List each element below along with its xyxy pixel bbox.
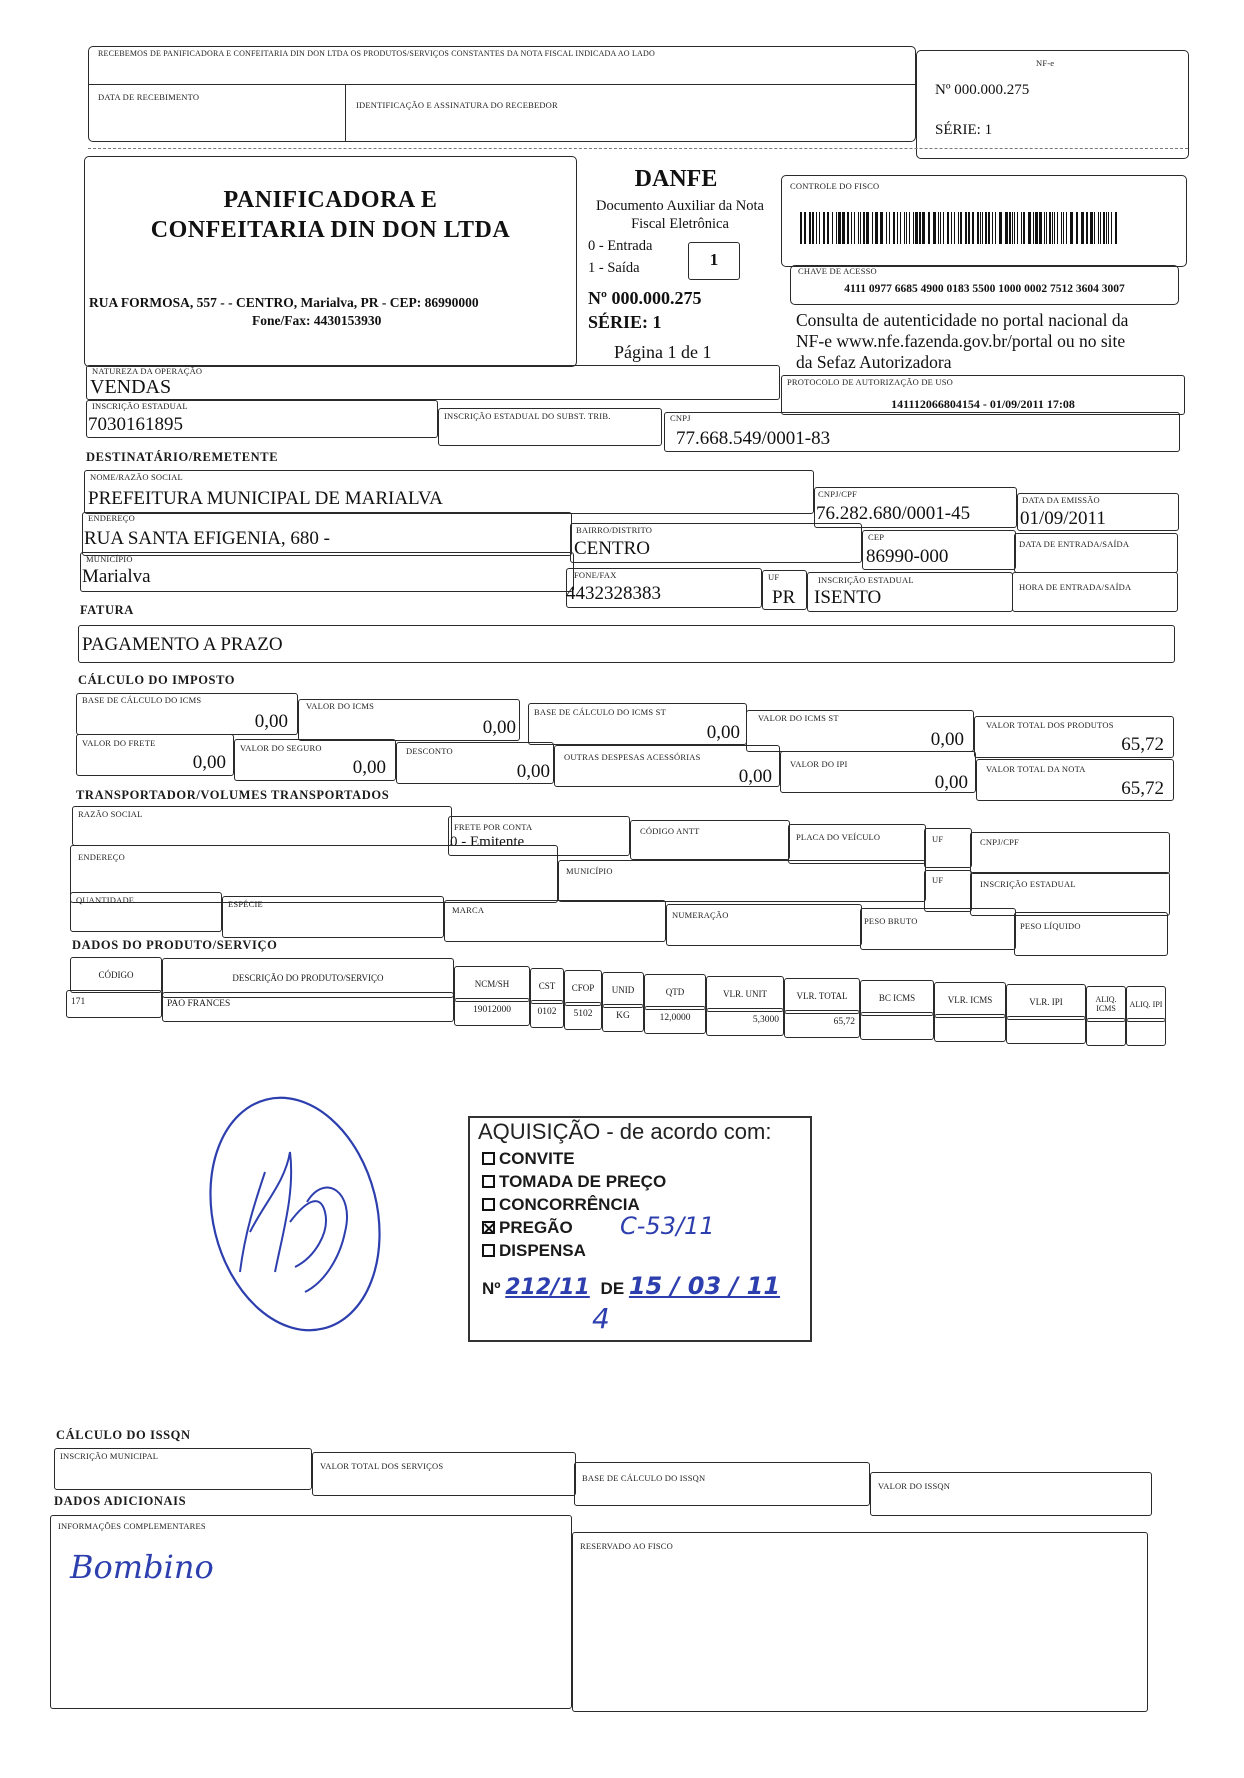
emitente-phone: Fone/Fax: 4430153930 (252, 313, 382, 328)
stamp-numero-line (482, 1272, 780, 1300)
tomada-label: TOMADA DE PREÇO (499, 1172, 667, 1191)
issqn-base-label: BASE DE CÁLCULO DO ISSQN (582, 1473, 706, 1483)
issqn-valor-label: VALOR DO ISSQN (878, 1481, 951, 1491)
produtos-header-aliq-icms: ALIQ. ICMS (1086, 986, 1126, 1022)
barcode-bar (816, 212, 817, 244)
transp-quantidade-label: QUANTIDADE (76, 895, 135, 905)
transp-municipio-label: MUNICÍPIO (566, 866, 613, 876)
produtos-cell-qtd: 12,0000 (644, 1006, 706, 1034)
barcode-bar (847, 212, 849, 244)
concorrencia-label: CONCORRÊNCIA (499, 1195, 640, 1214)
dest-emissao-label: DATA DA EMISSÃO (1022, 495, 1100, 505)
chave-acesso-label: CHAVE DE ACESSO (798, 266, 877, 276)
barcode-bar (827, 212, 829, 244)
protocolo-label: PROTOCOLO DE AUTORIZAÇÃO DE USO (787, 377, 953, 387)
barcode-bar (1098, 212, 1099, 244)
reservado-fisco-label: RESERVADO AO FISCO (580, 1541, 673, 1551)
barcode-bar (1106, 212, 1107, 244)
barcode-bar (977, 212, 979, 244)
stamp-numero-value: 212/11 (505, 1275, 590, 1300)
natureza-value: VENDAS (90, 376, 172, 398)
barcode-bar (800, 212, 802, 244)
consulta-line-1: Consulta de autenticidade no portal nacional da (796, 310, 1129, 330)
transp-peso-liquido-label: PESO LÍQUIDO (1020, 921, 1081, 931)
produtos-header-codigo: CÓDIGO (70, 957, 162, 993)
transp-uf-label: UF (932, 834, 944, 844)
issqn-title: CÁLCULO DO ISSQN (56, 1428, 191, 1442)
dispensa-checkbox (482, 1244, 495, 1257)
produtos-header-cfop: CFOP (564, 970, 602, 1006)
barcode-bar (1046, 212, 1047, 244)
barcode-bar (1039, 212, 1042, 244)
chave-acesso-value: 4111 0977 6685 4900 0183 5500 1000 0002 7512 3604 3007 (844, 283, 1125, 295)
barcode-bar (866, 212, 869, 244)
barcode-bar (809, 212, 811, 244)
barcode-bar (1115, 212, 1117, 244)
issqn-inscricao-label: INSCRIÇÃO MUNICIPAL (60, 1451, 159, 1461)
barcode-bar (915, 212, 918, 244)
barcode-bar (938, 212, 939, 244)
barcode-bar (1111, 212, 1112, 244)
dest-entrada-saida-label: DATA DE ENTRADA/SAÍDA (1019, 539, 1130, 549)
transp-peso-bruto-box (860, 908, 1016, 950)
convite-checkbox (482, 1152, 495, 1165)
barcode-bar (863, 212, 865, 244)
handwritten-signature (195, 1082, 395, 1347)
dest-cnpj-value: 76.282.680/0001-45 (816, 503, 971, 524)
reservado-fisco-box (572, 1532, 1148, 1712)
cut-line (88, 148, 1188, 149)
outras-label: OUTRAS DESPESAS ACESSÓRIAS (564, 752, 701, 762)
produtos-cell-vlr-ipi (1006, 1016, 1086, 1044)
transp-placa-box (788, 824, 926, 864)
barcode-bar (904, 212, 905, 244)
inscricao-label: INSCRIÇÃO ESTADUAL (92, 401, 188, 411)
danfe-entrada: 0 - Entrada (588, 238, 653, 254)
canhoto-recebemos-text: RECEBEMOS DE PANIFICADORA E CONFEITARIA DIN DON LTDA OS PRODUTOS/SERVIÇOS CONSTANTES DA NOTA FISCAL INDICADA AO LADO (98, 49, 655, 58)
dest-ie-label: INSCRIÇÃO ESTADUAL (818, 575, 914, 585)
canhoto-divider (89, 84, 915, 85)
barcode-bar (842, 212, 845, 244)
consulta-line-2: NF-e www.nfe.fazenda.gov.br/portal ou no site (796, 331, 1126, 351)
issqn-base-box (574, 1462, 870, 1506)
barcode-bar (1009, 212, 1011, 244)
issqn-servicos-box (312, 1452, 576, 1496)
barcode-bar (1035, 212, 1038, 244)
barcode-bar (900, 212, 901, 244)
destinatario-title: DESTINATÁRIO/REMETENTE (86, 450, 279, 464)
barcode-bar (886, 212, 887, 244)
barcode-bar (1054, 212, 1055, 244)
dest-bairro-value: CENTRO (574, 538, 650, 559)
barcode-bar (988, 212, 990, 244)
barcode-bar (972, 212, 974, 244)
dest-uf-value: PR (772, 587, 796, 608)
danfe-saida: 1 - Saída (588, 260, 640, 276)
barcode-bar (823, 212, 825, 244)
barcode-bar (940, 212, 941, 244)
stamp-de-label: DE (600, 1279, 625, 1298)
barcode-bar (1057, 212, 1058, 244)
barcode-bar (1086, 212, 1088, 244)
stamp-option-tomada (482, 1172, 666, 1192)
barcode-bar (980, 212, 981, 244)
barcode-bar (1017, 212, 1018, 244)
danfe-subtitle-1: Documento Auxiliar da Nota (596, 198, 764, 214)
produtos-cell-ncm: 19012000 (454, 998, 530, 1026)
barcode-bar (1090, 212, 1093, 244)
protocolo-value: 141112066804154 - 01/09/2011 17:08 (891, 397, 1075, 411)
base-st-value: 0,00 (706, 722, 740, 743)
info-complementar-box (50, 1515, 572, 1709)
ipi-value: 0,00 (934, 772, 968, 793)
cnpj-emitente-label: CNPJ (670, 413, 691, 423)
produtos-cell-codigo: 171 (66, 990, 162, 1018)
barcode-bar (1052, 212, 1053, 244)
total-nota-value: 65,72 (1121, 778, 1164, 799)
issqn-servicos-label: VALOR TOTAL DOS SERVIÇOS (320, 1461, 444, 1471)
barcode-bar (1061, 212, 1062, 244)
danfe-subtitle-2: Fiscal Eletrônica (631, 216, 729, 232)
produtos-header-vlr-unit: VLR. UNIT (706, 976, 784, 1012)
concorrencia-checkbox (482, 1198, 495, 1211)
dest-cep-label: CEP (868, 532, 885, 542)
dest-nome-label: NOME/RAZÃO SOCIAL (90, 472, 183, 482)
produtos-cell-cst: 0102 (530, 1000, 564, 1028)
info-complementar-label: INFORMAÇÕES COMPLEMENTARES (58, 1521, 206, 1531)
produtos-cell-vlr-icms (934, 1014, 1006, 1042)
dest-ie-value: ISENTO (814, 587, 882, 608)
barcode-bar (1070, 212, 1073, 244)
produtos-cell-bc-icms (860, 1012, 934, 1040)
barcode-bar (1021, 212, 1022, 244)
barcode-bar (836, 212, 837, 244)
barcode-bar (875, 212, 878, 244)
ipi-label: VALOR DO IPI (790, 759, 848, 769)
total-produtos-value: 65,72 (1121, 734, 1164, 755)
produtos-header-qtd: QTD (644, 974, 706, 1010)
dest-endereco-label: ENDEREÇO (88, 513, 135, 523)
produtos-cell-descricao: PAO FRANCES (162, 992, 454, 1022)
barcode-bar (1094, 212, 1095, 244)
produtos-header-bc-icms: BC ICMS (860, 980, 934, 1016)
base-st-label: BASE DE CÁLCULO DO ICMS ST (534, 707, 667, 717)
barcode-bar (819, 212, 820, 244)
produtos-title: DADOS DO PRODUTO/SERVIÇO (72, 938, 278, 952)
transp-especie-label: ESPÉCIE (228, 899, 263, 909)
valor-st-label: VALOR DO ICMS ST (758, 713, 839, 723)
barcode-bar (897, 212, 898, 244)
barcode-bar (1014, 212, 1015, 244)
danfe-pagina: Página 1 de 1 (614, 342, 712, 362)
produtos-cell-vlr-total: 65,72 (784, 1010, 860, 1038)
valor-st-value: 0,00 (930, 729, 964, 750)
barcode-bar (958, 212, 959, 244)
natureza-label: NATUREZA DA OPERAÇÃO (92, 366, 203, 376)
base-icms-value: 0,00 (254, 711, 288, 732)
produtos-header-vlr-total: VLR. TOTAL (784, 978, 860, 1014)
dest-municipio-label: MUNICÍPIO (86, 554, 133, 564)
emitente-name-line2: CONFEITARIA DIN DON LTDA (150, 217, 511, 243)
barcode-bar (1100, 212, 1101, 244)
barcode-bar (804, 212, 806, 244)
barcode-bar (968, 212, 970, 244)
produtos-header-vlr-icms: VLR. ICMS (934, 982, 1006, 1018)
fatura-value: PAGAMENTO A PRAZO (82, 634, 283, 655)
danfe-tipo: 1 (709, 250, 719, 269)
barcode-bar (880, 212, 883, 244)
dest-cep-value: 86990-000 (866, 546, 949, 567)
canhoto-receipt-box (88, 46, 916, 142)
inscricao-value: 7030161895 (88, 414, 183, 435)
data-recebimento-label: DATA DE RECEBIMENTO (98, 92, 200, 102)
transp-frete-label: FRETE POR CONTA (454, 822, 533, 832)
barcode-bar (933, 212, 936, 244)
seguro-value: 0,00 (352, 757, 386, 778)
barcode-bar (995, 212, 996, 244)
barcode-bar (854, 212, 855, 244)
canhoto-serie: SÉRIE: 1 (935, 122, 993, 138)
barcode-bar (951, 212, 952, 244)
barcode-bar (999, 212, 1002, 244)
adicionais-title: DADOS ADICIONAIS (54, 1494, 187, 1508)
produtos-header-unid: UNID (602, 972, 644, 1008)
cnpj-emitente-value: 77.668.549/0001-83 (676, 428, 831, 449)
stamp-numero-prefix: Nº (482, 1279, 501, 1298)
canhoto-vertical-divider (345, 84, 346, 141)
barcode-bar (965, 212, 967, 244)
barcode-bar (954, 212, 955, 244)
transp-uf2-label: UF (932, 875, 944, 885)
barcode-bar (1028, 212, 1031, 244)
barcode-bar (1033, 212, 1034, 244)
transp-numeracao-label: NUMERAÇÃO (672, 910, 729, 920)
barcode-bar (851, 212, 852, 244)
danfe-numero: Nº 000.000.275 (588, 288, 702, 308)
convite-label: CONVITE (499, 1149, 575, 1168)
seguro-label: VALOR DO SEGURO (240, 743, 322, 753)
valor-icms-label: VALOR DO ICMS (306, 701, 375, 711)
barcode-bar (960, 212, 962, 244)
barcode-bar (889, 212, 890, 244)
dest-municipio-value: Marialva (82, 566, 151, 587)
controle-fisco-label: CONTROLE DO FISCO (790, 181, 880, 191)
barcode-bar (922, 212, 925, 244)
total-nota-label: VALOR TOTAL DA NOTA (986, 764, 1086, 774)
dest-hora-label: HORA DE ENTRADA/SAÍDA (1019, 582, 1132, 592)
transp-peso-bruto-label: PESO BRUTO (864, 916, 918, 926)
tomada-checkbox (482, 1175, 495, 1188)
transp-placa-label: PLACA DO VEÍCULO (796, 832, 881, 842)
frete-label: VALOR DO FRETE (82, 738, 156, 748)
barcode-bar (1108, 212, 1109, 244)
barcode-bar (1005, 212, 1008, 244)
barcode-bar (893, 212, 895, 244)
barcode-bar (838, 212, 841, 244)
dispensa-label: DISPENSA (499, 1241, 586, 1260)
barcode-bar (985, 212, 987, 244)
dest-municipio-box (80, 552, 574, 592)
emitente-address: RUA FORMOSA, 557 - - CENTRO, Marialva, PR - CEP: 86990000 (89, 295, 479, 310)
stamp-option-pregao (482, 1218, 573, 1238)
produtos-cell-unid: KG (602, 1004, 644, 1032)
barcode-bar (1023, 212, 1025, 244)
barcode-bar (1044, 212, 1045, 244)
barcode-bar (858, 212, 859, 244)
produtos-header-cst: CST (530, 968, 564, 1004)
transp-municipio-box (558, 860, 926, 902)
pregao-note: C-53/11 (620, 1212, 715, 1240)
transp-razao-label: RAZÃO SOCIAL (78, 809, 143, 819)
barcode-bar (947, 212, 949, 244)
fatura-title: FATURA (80, 603, 134, 617)
stamp-option-convite (482, 1149, 575, 1169)
stamp-mark: 4 (592, 1302, 610, 1335)
produtos-cell-vlr-unit: 5,3000 (706, 1008, 784, 1036)
barcode-bar (832, 212, 833, 244)
stamp-title: AQUISIÇÃO - de acordo com: (478, 1119, 772, 1144)
pregao-label: PREGÃO (499, 1218, 573, 1237)
canhoto-nfe-label: NF-e (1036, 58, 1055, 68)
barcode-bar (872, 212, 873, 244)
produtos-header-descricao: DESCRIÇÃO DO PRODUTO/SERVIÇO (162, 958, 454, 998)
stamp-option-concorrencia (482, 1195, 640, 1215)
transportador-title: TRANSPORTADOR/VOLUMES TRANSPORTADOS (76, 788, 390, 802)
barcode (800, 212, 1168, 244)
dest-nome-value: PREFEITURA MUNICIPAL DE MARIALVA (88, 488, 443, 509)
transp-marca-label: MARCA (452, 905, 485, 915)
dest-hora-box (1012, 572, 1178, 612)
barcode-bar (1012, 212, 1013, 244)
valor-icms-value: 0,00 (482, 717, 516, 738)
danfe-title: DANFE (634, 166, 718, 192)
dest-cnpj-label: CNPJ/CPF (818, 489, 857, 499)
barcode-bar (928, 212, 930, 244)
dest-emissao-value: 01/09/2011 (1020, 508, 1106, 529)
barcode-bar (1081, 212, 1084, 244)
barcode-bar (1066, 212, 1067, 244)
barcode-bar (860, 212, 861, 244)
dest-fone-value: 4432328383 (566, 583, 661, 604)
barcode-bar (1049, 212, 1051, 244)
pregao-checkbox-checked (482, 1221, 495, 1234)
transp-antt-label: CÓDIGO ANTT (640, 826, 700, 836)
transp-endereco-label: ENDEREÇO (78, 852, 125, 862)
outras-value: 0,00 (738, 766, 772, 787)
total-produtos-label: VALOR TOTAL DOS PRODUTOS (986, 720, 1114, 730)
desconto-label: DESCONTO (406, 746, 453, 756)
barcode-bar (982, 212, 983, 244)
issqn-valor-box (870, 1472, 1152, 1516)
stamp-option-dispensa (482, 1241, 586, 1261)
barcode-bar (919, 212, 921, 244)
transp-cnpj-label: CNPJ/CPF (980, 837, 1019, 847)
base-icms-label: BASE DE CÁLCULO DO ICMS (82, 695, 202, 705)
barcode-bar (943, 212, 944, 244)
dest-endereco-value: RUA SANTA EFIGENIA, 680 - (84, 528, 331, 549)
info-handwritten-bombino: Bombino (70, 1548, 214, 1586)
subst-trib-label: INSCRIÇÃO ESTADUAL DO SUBST. TRIB. (444, 411, 611, 421)
dest-uf-label: UF (768, 572, 780, 582)
barcode-bar (1103, 212, 1105, 244)
produtos-cell-cfop: 5102 (564, 1002, 602, 1030)
frete-value: 0,00 (192, 752, 226, 773)
consulta-line-3: da Sefaz Autorizadora (796, 352, 952, 372)
dest-fone-label: FONE/FAX (574, 570, 617, 580)
barcode-bar (909, 212, 910, 244)
barcode-bar (992, 212, 993, 244)
barcode-bar (913, 212, 914, 244)
transp-peso-liquido-box (1014, 912, 1168, 956)
produtos-cell-aliq-ipi (1126, 1018, 1166, 1046)
imposto-title: CÁLCULO DO IMPOSTO (78, 673, 236, 687)
danfe-serie: SÉRIE: 1 (588, 312, 662, 332)
produtos-header-aliq-ipi: ALIQ. IPI (1126, 986, 1166, 1022)
desconto-value: 0,00 (516, 761, 550, 782)
produtos-header-ncm: NCM/SH (454, 966, 530, 1002)
produtos-cell-aliq-icms (1086, 1018, 1126, 1046)
barcode-bar (1076, 212, 1078, 244)
produtos-header-vlr-ipi: VLR. IPI (1006, 984, 1086, 1020)
identificacao-label: IDENTIFICAÇÃO E ASSINATURA DO RECEBEDOR (356, 100, 558, 110)
transp-frete-value: 0 - Emitente (450, 834, 525, 850)
transp-ie-label: INSCRIÇÃO ESTADUAL (980, 879, 1076, 889)
barcode-bar (812, 212, 814, 244)
stamp-data-value: 15 / 03 / 11 (628, 1272, 781, 1300)
canhoto-numero: Nº 000.000.275 (935, 82, 1030, 98)
barcode-bar (1063, 212, 1064, 244)
emitente-name-line1: PANIFICADORA E (223, 187, 438, 213)
dest-bairro-label: BAIRRO/DISTRITO (576, 525, 653, 535)
barcode-bar (906, 212, 907, 244)
